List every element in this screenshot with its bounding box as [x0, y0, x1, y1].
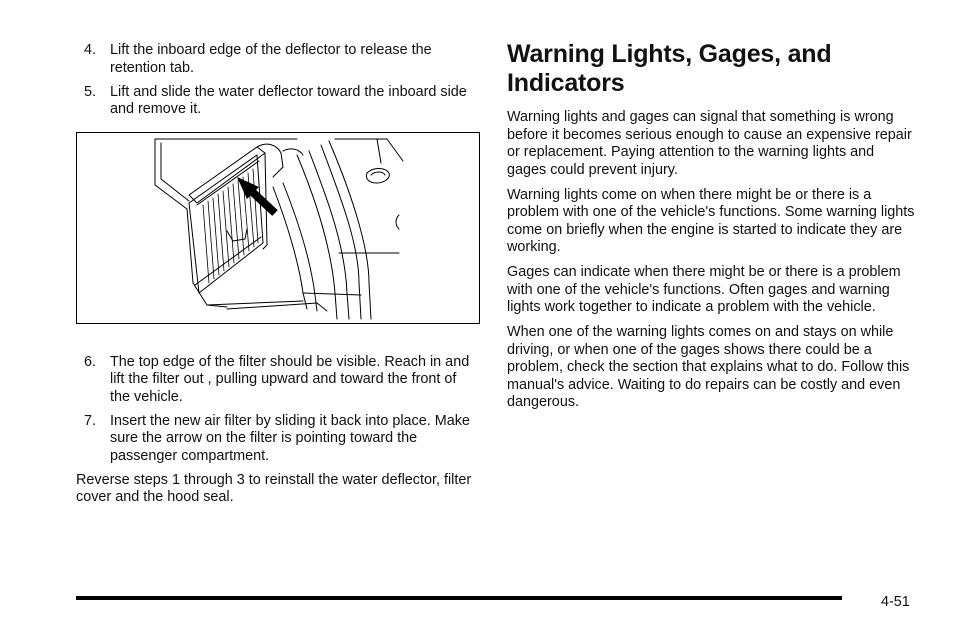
body-paragraph: When one of the warning lights comes on and stays on while driving, or when one of the gages shows there could be a problem, check the section that explains what to do. Follow this manual's advice. Waiting to do repairs can be costly and even dangerous. [507, 324, 910, 410]
list-item [76, 42, 480, 77]
step-text: Insert the new air filter by sliding it back into place. Make sure the arrow on the filter is pointing toward the passenger compartment. [110, 412, 470, 464]
list-item [76, 354, 480, 407]
steps-list-bottom [76, 354, 480, 466]
page-number: 4-51 [881, 594, 910, 610]
body-paragraph: Warning lights come on when there might be or there is a problem with one of the vehicle's functions. Some warning lights come on briefly when the engine is started to indicate they are working. [507, 186, 915, 255]
right-column [507, 40, 917, 419]
body-paragraph: Warning lights and gages can signal that something is wrong before it becomes serious enough to cause an expensive repair or replacement. Paying attention to the warning lights and gages could prevent injury. [507, 109, 912, 178]
step-text: Lift and slide the water deflector toward the inboard side and remove it. [110, 83, 467, 117]
step-number: 5. [84, 83, 97, 100]
list-item [76, 413, 480, 466]
list-item [76, 84, 480, 119]
step-number: 6. [84, 353, 97, 370]
footer-rule [76, 596, 842, 600]
step-number: 4. [84, 42, 97, 58]
body-paragraph: Gages can indicate when there might be or there is a problem with one of the vehicle's functions. Often gages and warning lights work together to indicate a problem with the vehicle. [507, 264, 901, 315]
closing-paragraph: Reverse steps 1 through 3 to reinstall the water deflector, filter cover and the hood seal. [76, 471, 472, 505]
step-text: The top edge of the filter should be visible. Reach in and lift the filter out , pulling upward and toward the front of the vehicle. [110, 353, 470, 405]
step-text: Lift the inboard edge of the deflector to release the retention tab. [110, 42, 432, 76]
step-number: 7. [84, 412, 97, 429]
left-column [76, 42, 480, 507]
steps-list-top [76, 42, 480, 119]
section-heading: Warning Lights, Gages, and Indicators [507, 40, 832, 97]
filter-removal-illustration [76, 132, 480, 324]
cabin-filter-drawing [77, 133, 479, 323]
